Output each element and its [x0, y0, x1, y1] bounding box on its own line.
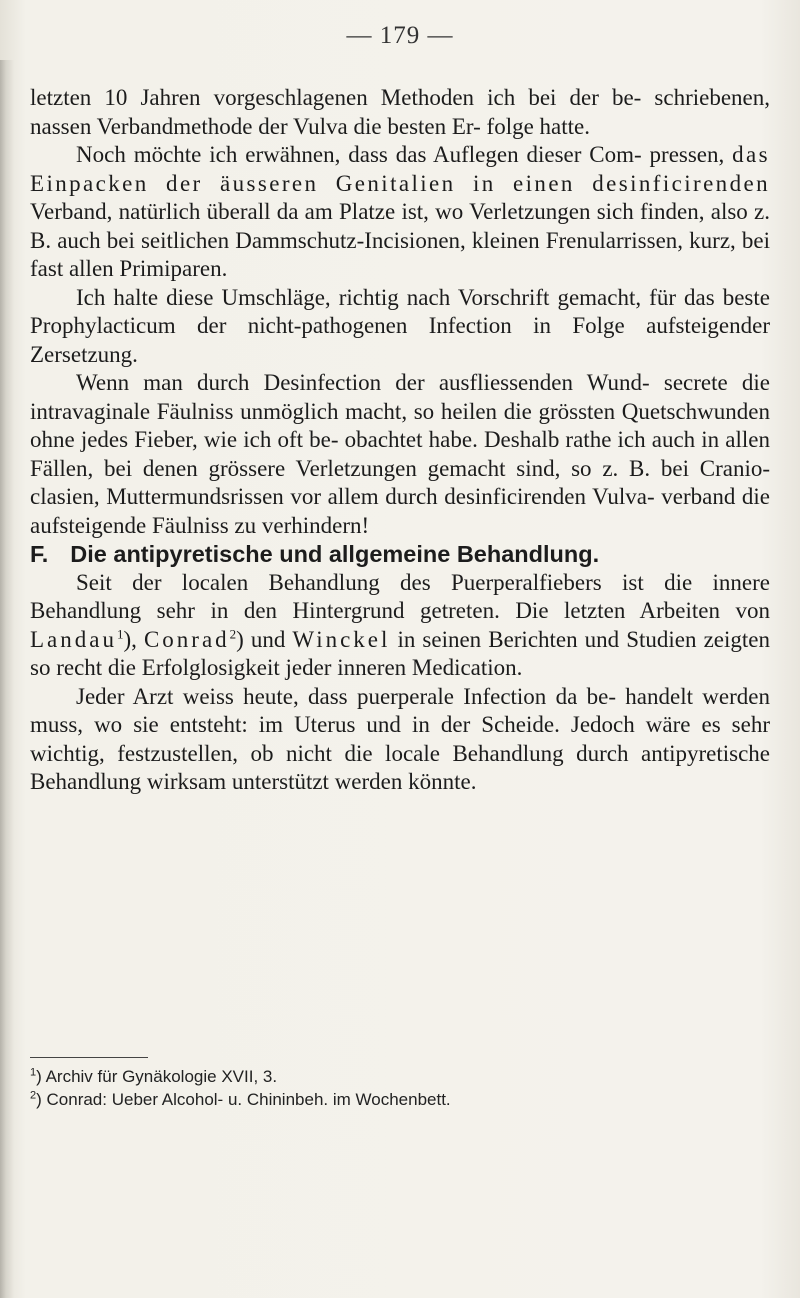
paragraph-2	[30, 141, 770, 284]
section-letter: F.	[30, 541, 49, 567]
paragraph-5-part-b: ),	[123, 626, 144, 652]
footnote-1-text: ) Archiv für Gynäkologie XVII, 3.	[36, 1067, 278, 1086]
footnote-2-text: ) Conrad: Ueber Alcohol- u. Chininbeh. im Wochenbett.	[36, 1090, 451, 1109]
paragraph-5-part-a: Seit der localen Behandlung des Puerperalfiebers ist die innere Behandlung sehr in den Hintergrund getreten. Die letzten Arbeiten von	[30, 569, 770, 623]
paragraph-3: Ich halte diese Umschläge, richtig nach Vorschrift gemacht, für das beste Prophylacticum der nicht-pathogenen Infection in Folge aufsteigender Zersetzung.	[30, 284, 770, 367]
main-text	[30, 84, 770, 797]
paragraph-2-spaced-emphasis: das Einpacken der äusseren Genitalien in einen desinficirenden	[30, 142, 770, 196]
footnote-2	[30, 1088, 770, 1111]
paragraph-5-part-d: in seinen Berichten und Studien zeigten so recht die Erfolglosigkeit jeder inneren Medication.	[30, 626, 770, 680]
footnote-ref-1[interactable]: 1	[116, 625, 124, 641]
paragraph-4: Wenn man durch Desinfection der ausfliessenden Wund- secrete die intravaginale Fäulniss unmöglich macht, so heilen die grössten Quetschwunden ohne jedes Fieber, wie ich oft be- obachtet habe. Deshalb rathe ich auch in allen Fällen, bei denen grössere Verletzungen gemacht sind, so z. B. bei Cranio- clasien, Muttermundsrissen vor allem durch desinficirenden Vulva- verband die aufsteigende Fäulniss zu verhindern!	[30, 370, 770, 538]
author-winckel: Winckel	[292, 626, 391, 652]
footnote-2-mark: 2	[30, 1089, 37, 1102]
paragraph-2-part-c: Verband, natürlich überall da am Platze ist, wo Verletzungen sich finden, also z. B. auch bei seitlichen Dammschutz-Incisionen, kleinen Frenularrissen, kurz, bei fast allen Primiparen.	[30, 199, 770, 281]
paragraph-6: Jeder Arzt weiss heute, dass puerperale Infection da be- handelt werden muss, wo sie entsteht: im Uterus und in der Scheide. Jedoch wäre es sehr wichtig, festzustellen, ob nicht die locale Behandlung durch antipyretische Behandlung wirksam unterstützt werden könnte.	[30, 683, 770, 794]
footnote-rule	[30, 1057, 148, 1058]
section-heading	[30, 540, 770, 569]
footnote-1-mark: 1	[30, 1066, 37, 1079]
author-conrad: Conrad	[143, 626, 230, 652]
section-title: Die antipyretische und allgemeine Behandlung.	[70, 541, 600, 567]
footnotes	[30, 1065, 770, 1111]
page-number: — 179 —	[346, 22, 454, 49]
footnote-ref-2[interactable]: 2	[229, 625, 237, 641]
page-binding-shadow	[0, 60, 14, 1298]
footnote-1	[30, 1065, 770, 1088]
paragraph-5-part-c: ) und	[236, 626, 293, 652]
paragraph-2-part-a: Noch möchte ich erwähnen, dass das Auflegen dieser Com- pressen,	[76, 142, 733, 167]
paragraph-1: letzten 10 Jahren vorgeschlagenen Methoden ich bei der be- schriebenen, nassen Verbandmethode der Vulva die besten Er- folge hatte.	[30, 85, 770, 139]
author-landau: Landau	[30, 626, 117, 652]
paragraph-5	[30, 569, 770, 683]
